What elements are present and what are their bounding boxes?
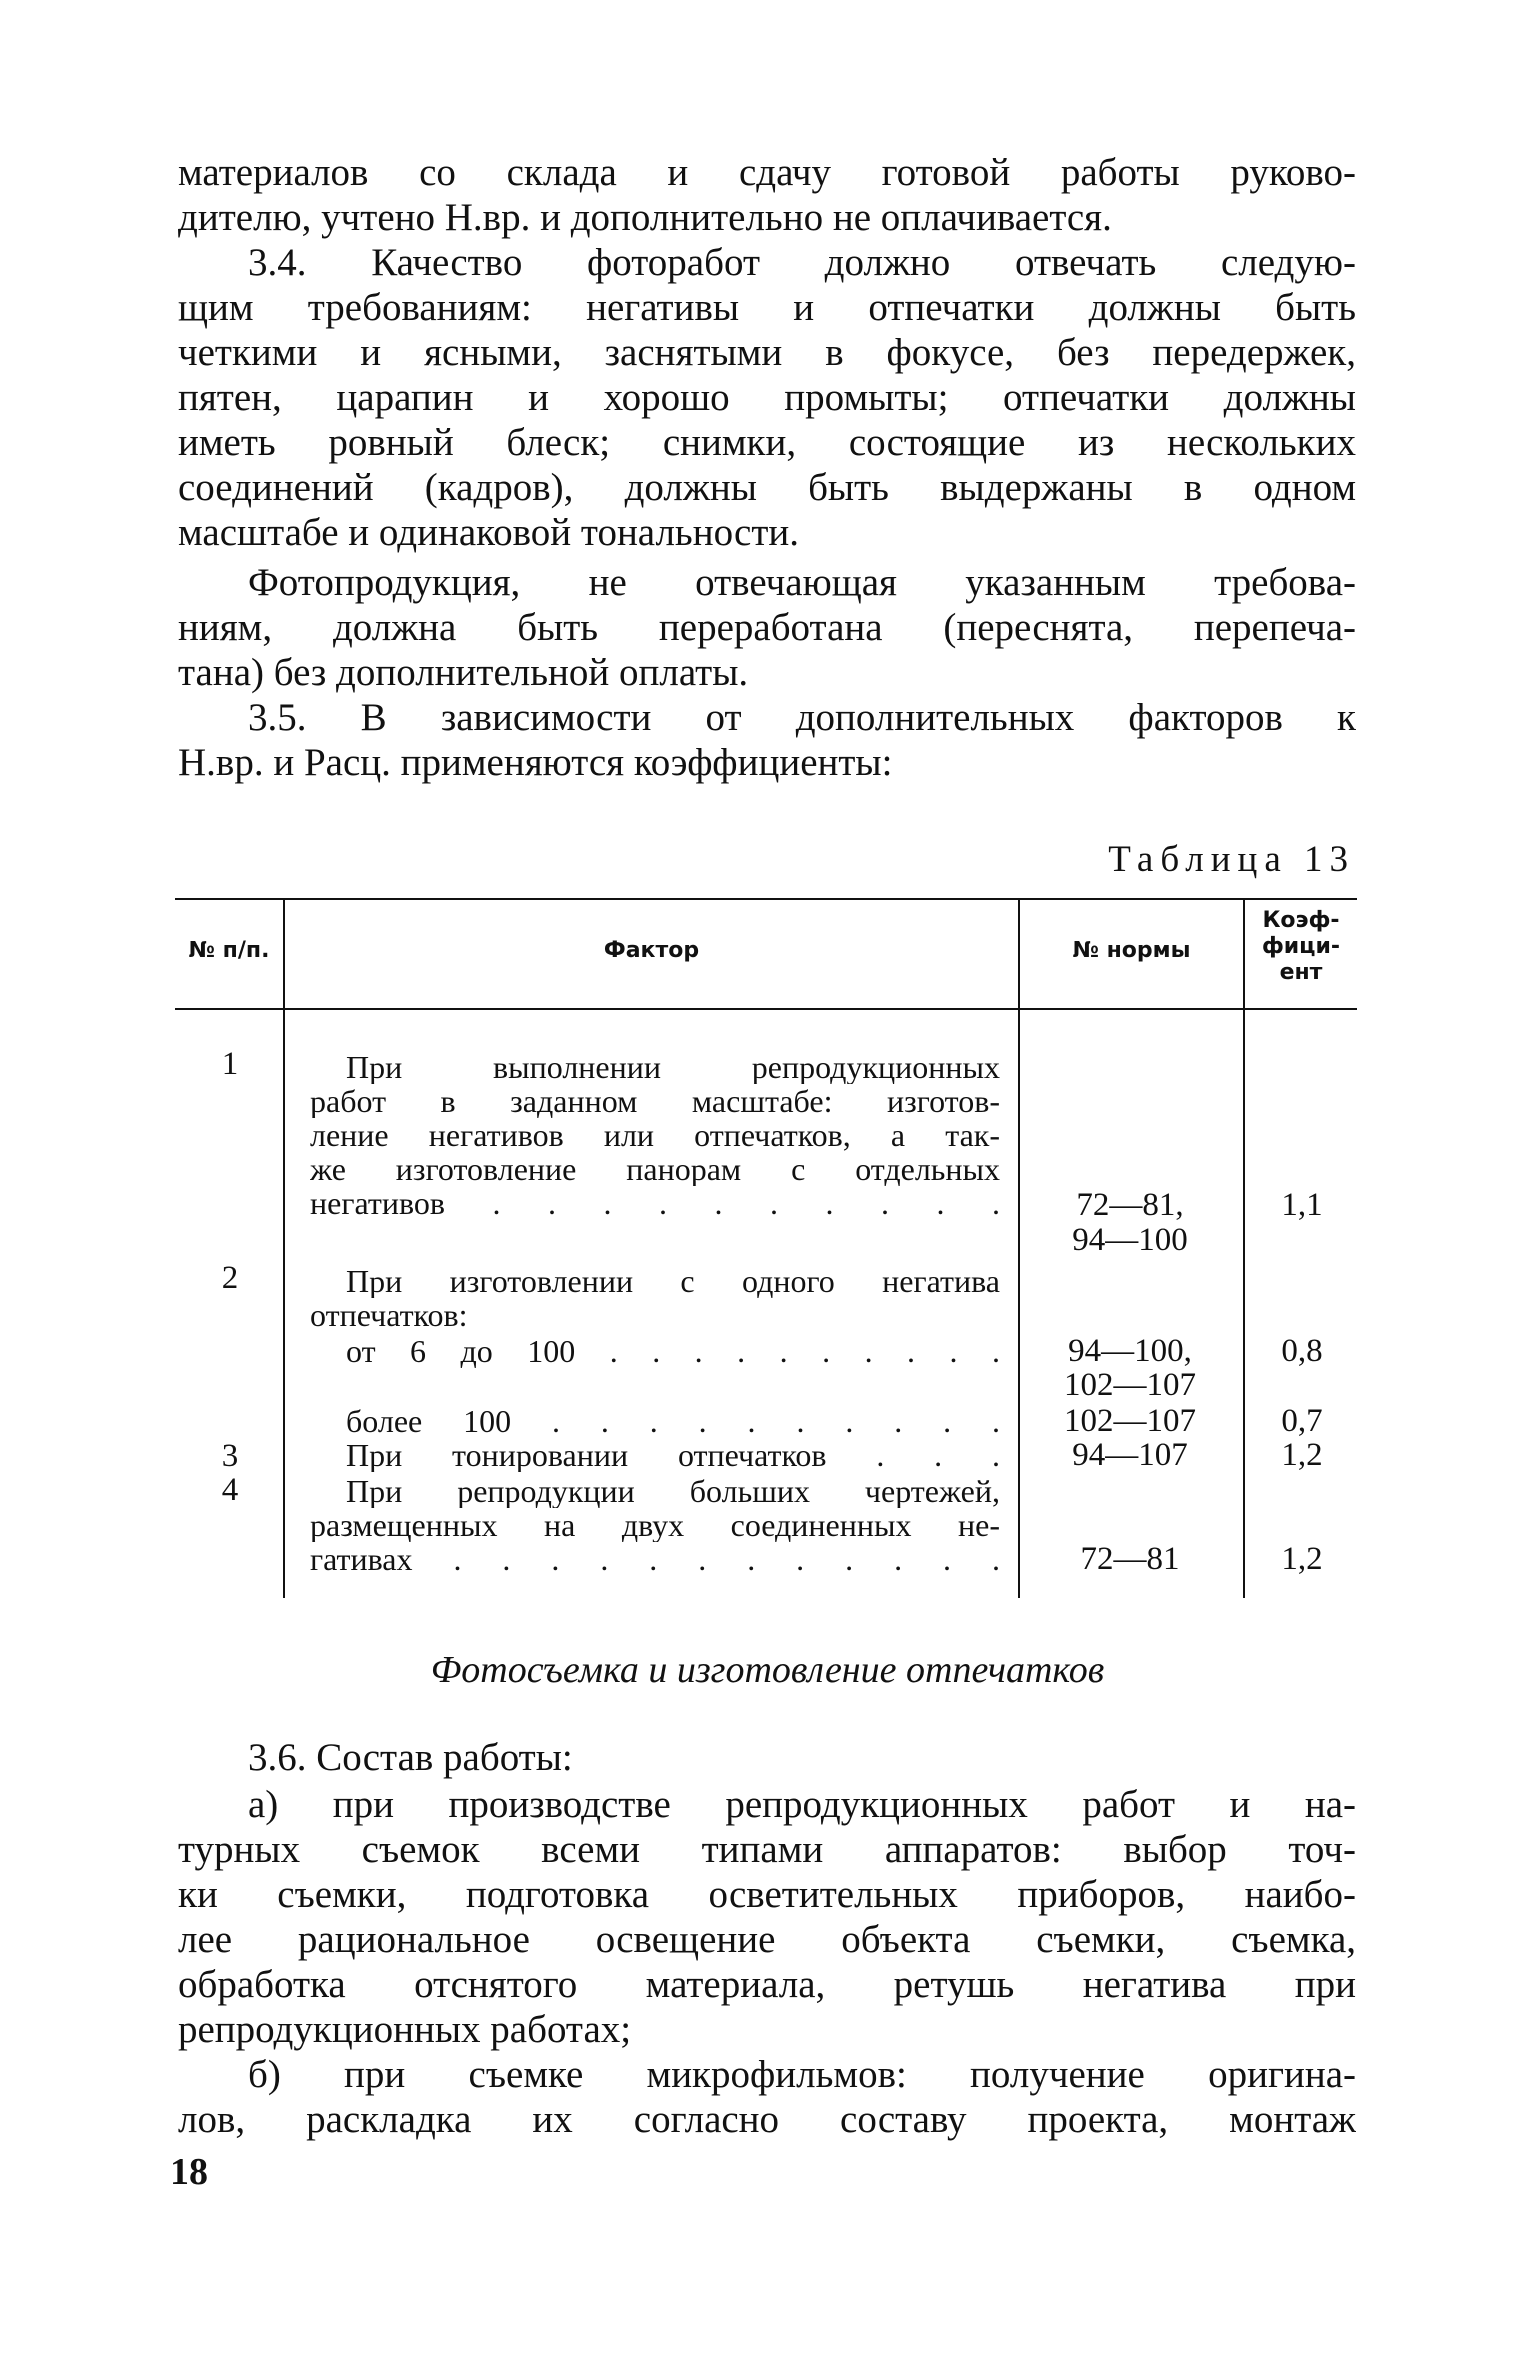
coef-value: 1,1 xyxy=(1281,1187,1323,1223)
intro-paragraph xyxy=(178,150,1356,240)
text-line: четкими и ясными, заснятыми в фокусе, без передержек, xyxy=(178,331,1356,374)
factor-line: же изготовление панорам с отдельных xyxy=(310,1152,1000,1186)
text-line: лее рациональное освещение объекта съемки, съемка, xyxy=(178,1918,1356,1961)
factor-text xyxy=(310,1050,1000,1220)
text-line: 3.5. В зависимости от дополнительных факторов к xyxy=(248,696,1356,739)
norm-value: 94—100 xyxy=(1072,1222,1188,1258)
page-number: 18 xyxy=(170,2151,208,2193)
factor-line: работ в заданном масштабе: изготов- xyxy=(310,1084,1000,1118)
header-factor: Фактор xyxy=(603,938,700,963)
text-line: иметь ровный блеск; снимки, состоящие из нескольких xyxy=(178,421,1356,464)
table-header-rule xyxy=(175,1008,1357,1010)
text-line: обработка отснятого материала, ретушь негатива при xyxy=(178,1963,1356,2006)
header-coef: Коэф-фици-ент xyxy=(1261,908,1341,985)
column-divider xyxy=(1018,898,1020,1598)
paragraph-3-5 xyxy=(178,695,1356,785)
norm-value: 102—107 xyxy=(1064,1403,1196,1439)
paragraph-b xyxy=(178,2052,1356,2142)
factor-line: ление негативов или отпечатков, а так- xyxy=(310,1118,1000,1152)
factor-text xyxy=(310,1474,1000,1576)
coef-value: 1,2 xyxy=(1281,1437,1323,1473)
table-caption: Таблица 13 xyxy=(1108,839,1355,880)
row-number: 4 xyxy=(221,1472,239,1508)
norm-value: 72—81 xyxy=(1080,1541,1180,1577)
text-line: турных съемок всеми типами аппаратов: выбор точ- xyxy=(178,1828,1356,1871)
text-line: 3.4. Качество фоторабот должно отвечать следую- xyxy=(248,241,1356,284)
row-number: 3 xyxy=(221,1438,239,1474)
factor-line: При изготовлении с одного негатива xyxy=(346,1264,1000,1298)
factor-line: размещенных на двух соединенных не- xyxy=(310,1508,1000,1542)
text-line: репродукционных работах; xyxy=(178,2008,632,2051)
paragraph-a xyxy=(178,1782,1356,2052)
text-line: пятен, царапин и хорошо промыты; отпечатки должны xyxy=(178,376,1356,419)
text-line: а) при производстве репродукционных работ и на- xyxy=(248,1783,1356,1826)
text-line: тана) без дополнительной оплаты. xyxy=(178,651,749,694)
text-line: соединений (кадров), должны быть выдержаны в одном xyxy=(178,466,1356,509)
factor-line: более 100 . . . . . . . . . . xyxy=(346,1404,1000,1438)
row-number: 1 xyxy=(221,1046,239,1082)
factor-sub-text xyxy=(346,1404,1000,1438)
header-norm: № нормы xyxy=(1072,938,1191,963)
factor-text xyxy=(346,1438,1000,1472)
text-line: Фотопродукция, не отвечающая указанным требова- xyxy=(248,561,1356,604)
coefficients-table xyxy=(175,898,1357,1598)
norm-value: 102—107 xyxy=(1064,1367,1196,1403)
text-line: ниям, должна быть переработана (переснята, перепеча- xyxy=(178,606,1356,649)
paragraph-3-4-continued xyxy=(178,560,1356,695)
factor-line: отпечатков: xyxy=(310,1298,468,1332)
text-line: 3.6. Состав работы: xyxy=(248,1736,573,1779)
section-heading: Фотосъемка и изготовление отпечатков xyxy=(430,1649,1105,1691)
factor-line: от 6 до 100 . . . . . . . . . . xyxy=(346,1334,1000,1368)
norm-value: 94—100, xyxy=(1068,1333,1192,1369)
factor-text xyxy=(310,1264,1000,1332)
factor-line: При выполнении репродукционных xyxy=(346,1050,1000,1084)
text-line: лов, раскладка их согласно составу проекта, монтаж xyxy=(178,2098,1356,2141)
text-line: масштабе и одинаковой тональности. xyxy=(178,511,800,554)
factor-line: гативах . . . . . . . . . . . . xyxy=(310,1542,1000,1576)
norm-value: 94—107 xyxy=(1072,1437,1188,1473)
factor-line: негативов . . . . . . . . . . xyxy=(310,1186,1000,1220)
norm-value: 72—81, xyxy=(1076,1187,1184,1223)
factor-sub-text xyxy=(346,1334,1000,1368)
column-divider xyxy=(1243,898,1245,1598)
coef-value: 1,2 xyxy=(1281,1541,1323,1577)
text-line: дителю, учтено Н.вр. и дополнительно не оплачивается. xyxy=(178,196,1112,239)
factor-line: При тонировании отпечатков . . . xyxy=(346,1438,1000,1472)
text-line: щим требованиям: негативы и отпечатки должны быть xyxy=(178,286,1356,329)
coef-value: 0,7 xyxy=(1281,1403,1323,1439)
text-line: Н.вр. и Расц. применяются коэффициенты: xyxy=(178,741,893,784)
paragraph-3-4 xyxy=(178,240,1356,555)
text-line: материалов со склада и сдачу готовой работы руково- xyxy=(178,151,1356,194)
paragraph-3-6 xyxy=(178,1735,1356,1780)
row-number: 2 xyxy=(221,1260,239,1296)
coef-value: 0,8 xyxy=(1281,1333,1323,1369)
column-divider xyxy=(283,898,285,1598)
text-line: ки съемки, подготовка осветительных приборов, наибо- xyxy=(178,1873,1356,1916)
table-top-rule xyxy=(175,898,1357,900)
header-num: № п/п. xyxy=(188,938,270,963)
factor-line: При репродукции больших чертежей, xyxy=(346,1474,1000,1508)
text-line: б) при съемке микрофильмов: получение оригина- xyxy=(248,2053,1356,2096)
